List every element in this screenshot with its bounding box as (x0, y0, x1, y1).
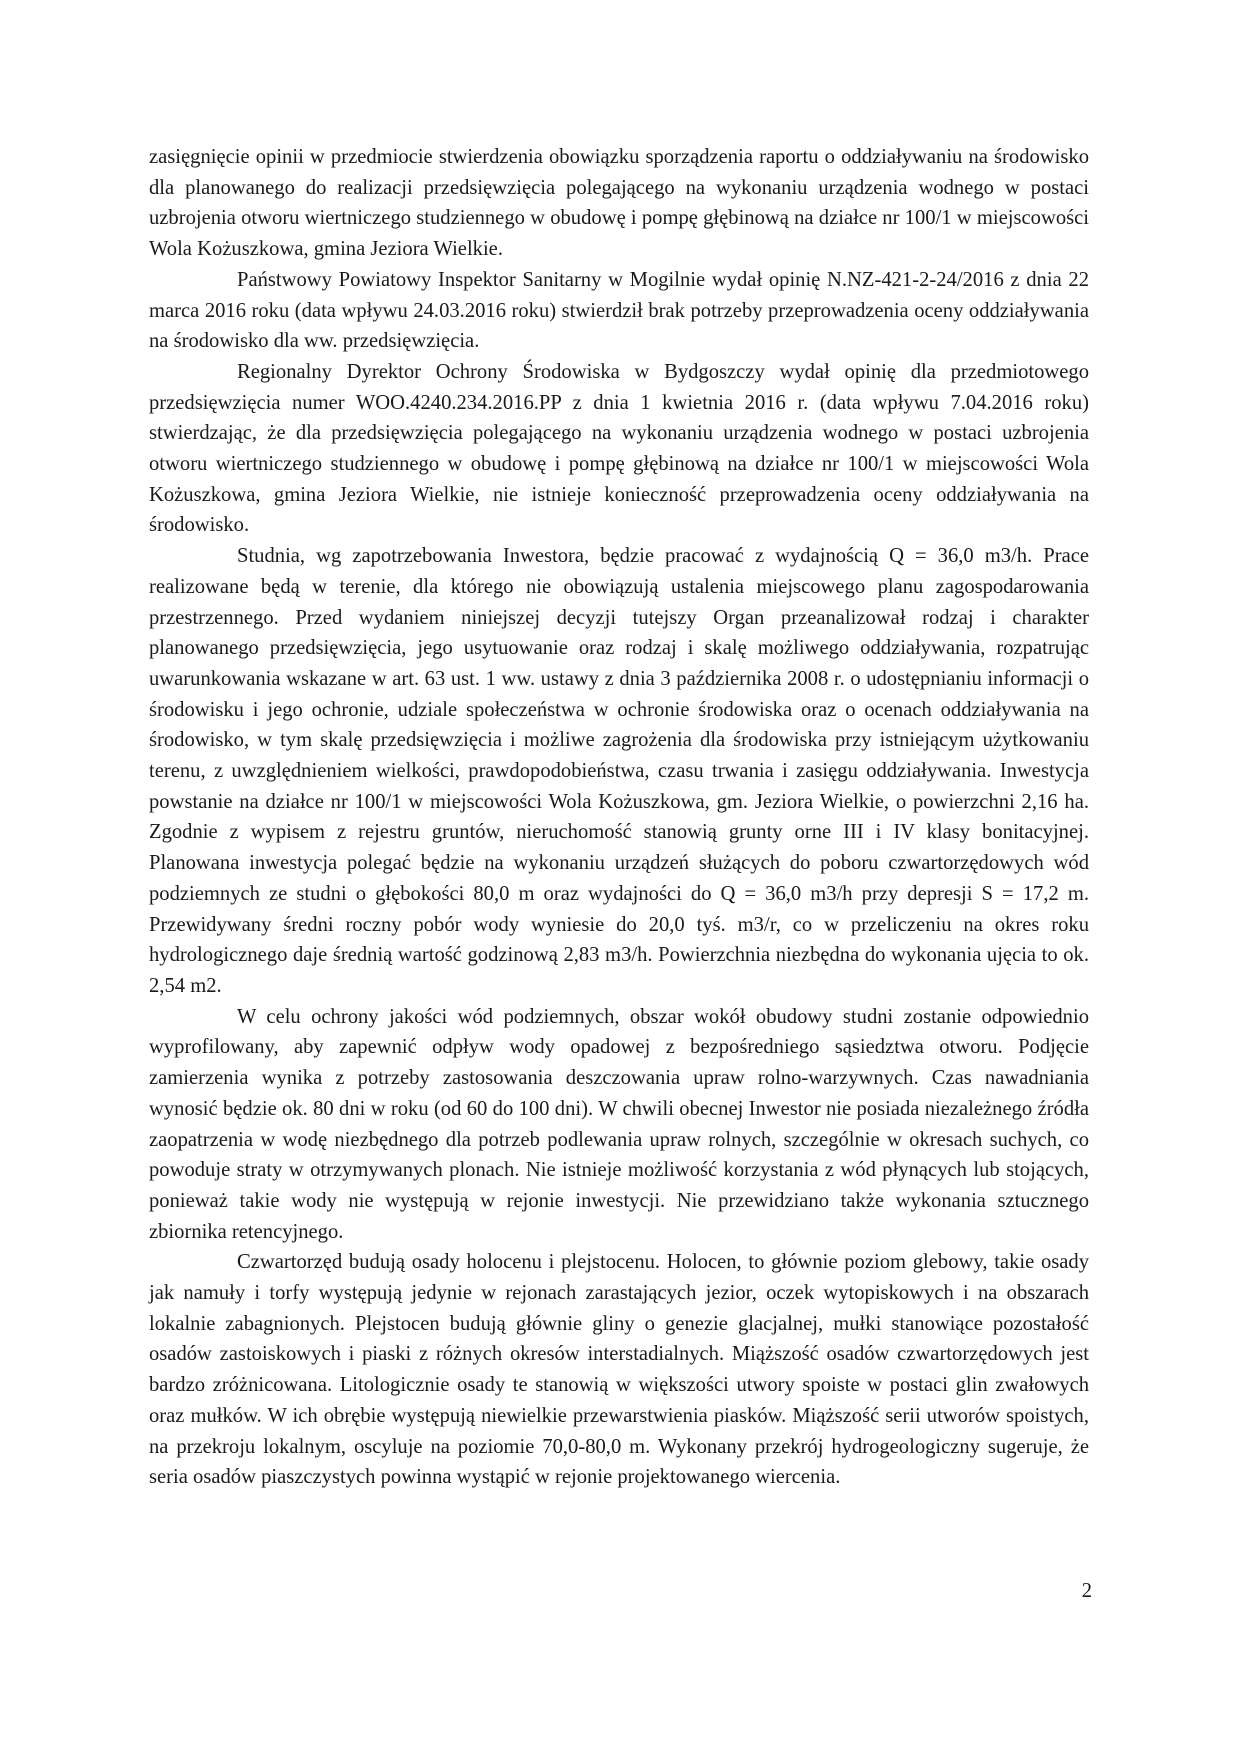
page-number: 2 (1081, 1580, 1092, 1602)
paragraph-water-protection: W celu ochrony jakości wód podziemnych, obszar wokół obudowy studni zostanie odpowiednio wyprofilowany, aby zapewnić odpływ wody opadowej z bezpośredniego sąsiedztwa otworu. Podjęcie zamierzenia wynika z potrzeby zastosowania deszczowania upraw rolno-warzywnych. Czas nawadniania wynosić będzie ok. 80 dni w roku (od 60 do 100 dni). W chwili obecnej Inwestor nie posiada niezależnego źródła zaopatrzenia w wodę niezbędnego dla potrzeb podlewania upraw rolnych, szczególnie w okresach suchych, co powoduje straty w otrzymywanych plonach. Nie istnieje możliwość korzystania z wód płynących lub stojących, ponieważ takie wody nie występują w rejonie inwestycji. Nie przewidziano także wykonania sztucznego zbiornika retencyjnego. (149, 1005, 1089, 1243)
paragraph-sanitary-inspector-opinion: Państwowy Powiatowy Inspektor Sanitarny w Mogilnie wydał opinię N.NZ-421-2-24/2016 z dnia 22 marca 2016 roku (data wpływu 24.03.2016 roku) stwierdził brak potrzeby przeprowadzenia oceny oddziaływania na środowisko dla ww. przedsięwzięcia. (149, 268, 1089, 353)
paragraph-rdos-opinion: Regionalny Dyrektor Ochrony Środowiska w Bydgoszczy wydał opinię dla przedmiotowego przedsięwzięcia numer WOO.4240.234.2016.PP z dnia 1 kwietnia 2016 r. (data wpływu 7.04.2016 roku) stwierdzając, że dla przedsięwzięcia polegającego na wykonaniu urządzenia wodnego w postaci uzbrojenia otworu wiertniczego studziennego w obudowę i pompę głębinową na działce nr 100/1 w miejscowości Wola Kożuszkowa, gmina Jeziora Wielkie, nie istnieje konieczność przeprowadzenia oceny oddziaływania na środowisko. (149, 360, 1089, 537)
paragraph-geology: Czwartorzęd budują osady holocenu i plejstocenu. Holocen, to głównie poziom glebowy, takie osady jak namuły i torfy występują jedynie w rejonach zarastających jezior, oczek wytopiskowych i na obszarach lokalnie zabagnionych. Plejstocen budują głównie gliny o genezie glacjalnej, mułki stanowiące pozostałość osadów zastoiskowych i piaski z różnych okresów interstadialnych. Miąższość osadów czwartorzędowych jest bardzo zróżnicowana. Litologicznie osady te stanowią w większości utwory spoiste w postaci glin zwałowych oraz mułków. W ich obrębie występują niewielkie przewarstwienia piasków. Miąższość serii utworów spoistych, na przekroju lokalnym, oscyluje na poziomie 70,0-80,0 m. Wykonany przekrój hydrogeologiczny sugeruje, że seria osadów piaszczystych powinna wystąpić w rejonie projektowanego wiercenia. (149, 1251, 1089, 1489)
paragraph-continuation: zasięgnięcie opinii w przedmiocie stwierdzenia obowiązku sporządzenia raportu o oddziaływaniu na środowisko dla planowanego do realizacji przedsięwzięcia polegającego na wykonaniu urządzenia wodnego w postaci uzbrojenia otworu wiertniczego studziennego w obudowę i pompę głębinową na działce nr 100/1 w miejscowości Wola Kożuszkowa, gmina Jeziora Wielkie. (149, 146, 1089, 261)
paragraph-well-description: Studnia, wg zapotrzebowania Inwestora, będzie pracować z wydajnością Q = 36,0 m3/h. Prace realizowane będą w terenie, dla którego nie obowiązują ustalenia miejscowego planu zagospodarowania przestrzennego. Przed wydaniem niniejszej decyzji tutejszy Organ przeanalizował rodzaj i charakter planowanego przedsięwzięcia, jego usytuowanie oraz rodzaj i skalę możliwego oddziaływania, rozpatrując uwarunkowania wskazane w art. 63 ust. 1 ww. ustawy z dnia 3 października 2008 r. o udostępnianiu informacji o środowisku i jego ochronie, udziale społeczeństwa w ochronie środowiska oraz o ocenach oddziaływania na środowisko, w tym skalę przedsięwzięcia i możliwe zagrożenia dla środowiska przy istniejącym użytkowaniu terenu, z uwzględnieniem wielkości, prawdopodobieństwa, czasu trwania i zasięgu oddziaływania. Inwestycja powstanie na działce nr 100/1 w miejscowości Wola Kożuszkowa, gm. Jeziora Wielkie, o powierzchni 2,16 ha. Zgodnie z wypisem z rejestru gruntów, nieruchomość stanowią grunty orne III i IV klasy bonitacyjnej. Planowana inwestycja polegać będzie na wykonaniu urządzeń służących do poboru czwartorzędowych wód podziemnych ze studni o głębokości 80,0 m oraz wydajności do Q = 36,0 m3/h przy depresji S = 17,2 m. Przewidywany średni roczny pobór wody wyniesie do 20,0 tyś. m3/r, co w przeliczeniu na okres roku hydrologicznego daje średnią wartość godzinową 2,83 m3/h. Powierzchnia niezbędna do wykonania ujęcia to ok. 2,54 m2. (149, 545, 1089, 997)
document-body (149, 142, 1089, 1493)
